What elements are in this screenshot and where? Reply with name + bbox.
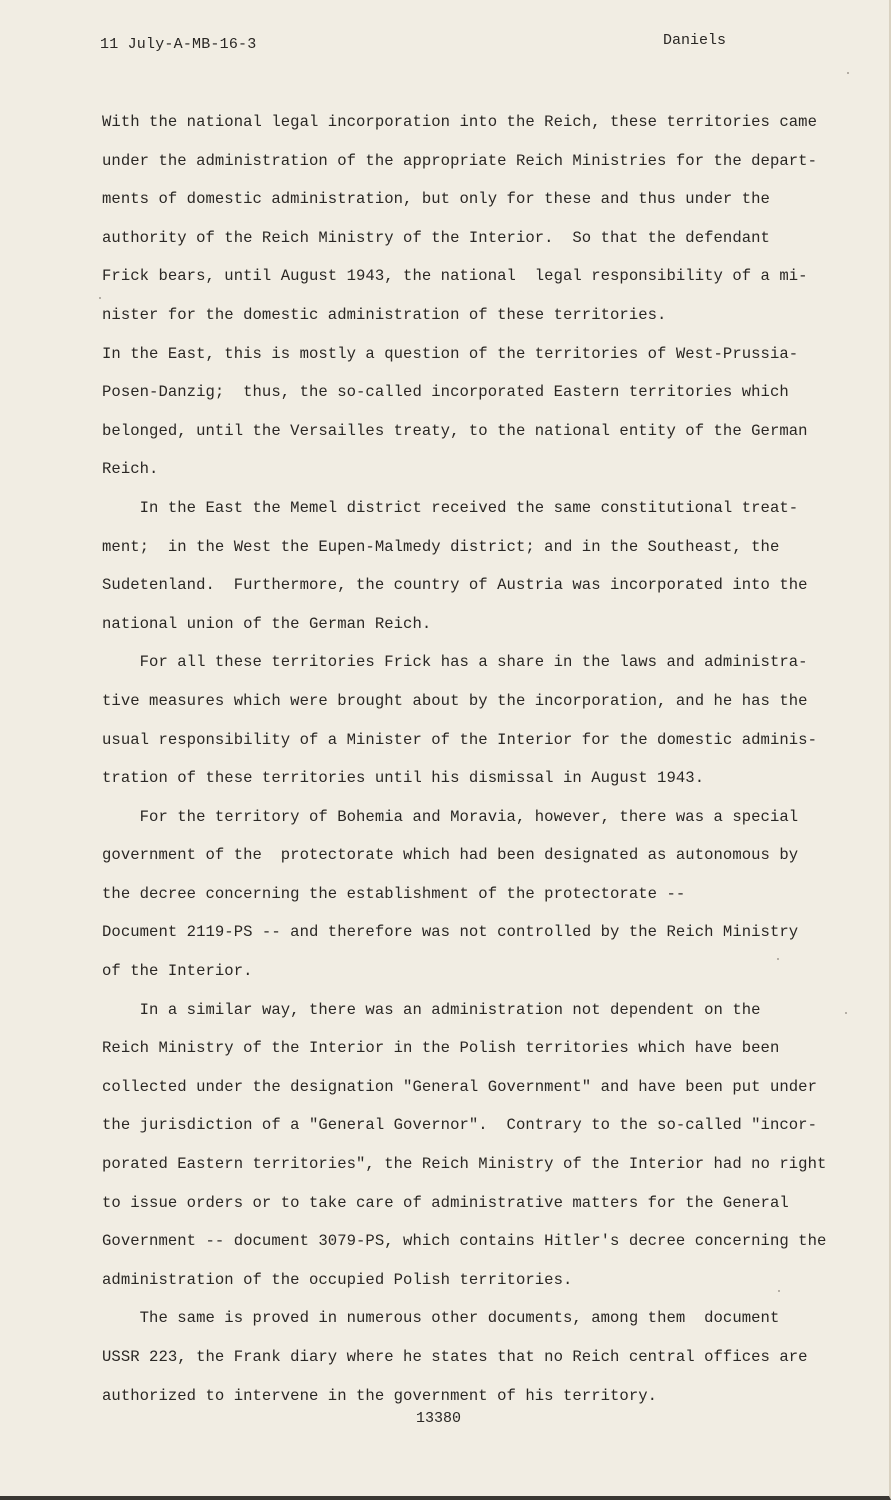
transcript-body [102, 103, 852, 1415]
paper-speck [847, 72, 849, 74]
reporter-name: Daniels [663, 32, 727, 49]
paper-speck [778, 1290, 780, 1292]
paper-speck [777, 958, 779, 960]
paragraph-6: In a similar way, there was an administration not dependent on the Reich Ministry of the Interior in the Polish territories which have been collected under the designation "General Government" and have been put under the jurisdiction of a "General Governor". Contrary to the so-called "incor- porated Eastern territories", the Reich Ministry of the Interior had no right to issue orders or to take care of administrative matters for the General Government -- document 3079-PS, which contains Hitler's decree concerning the administration of the occupied Polish territories. [102, 1000, 827, 1289]
paragraph-2: In the East, this is mostly a question of the territories of West-Prussia- Posen-Danzig; thus, the so-called incorporated Eastern territories which belonged, until the Versailles treaty, to the national entity of the German Reich. [102, 344, 808, 479]
document-reference: 11 July-A-MB-16-3 [100, 36, 257, 53]
paragraph-3: In the East the Memel district received the same constitutional treat- ment; in the West the Eupen-Malmedy district; and in the Southeast, the Sudetenland. Furthermore, the country of Austria was incorporated into the national union of the German Reich. [102, 498, 808, 633]
paragraph-5: For the territory of Bohemia and Moravia, however, there was a special government of the protectorate which had been designated as autonomous by the decree concerning the establishment of the protectorate -- Document 2119-PS -- and therefore was not controlled by the Reich Ministry of the Interior. [102, 807, 799, 981]
paragraph-4: For all these territories Frick has a share in the laws and administra- tive measures which were brought about by the incorporation, and he has the usual responsibility of a Minister of the Interior for the domestic adminis- tration of these territories until his dismissal in August 1943. [102, 653, 817, 788]
page-number: 13380 [416, 1410, 462, 1427]
paper-speck [99, 297, 101, 299]
paragraph-7: The same is proved in numerous other documents, among them document USSR 223, the Frank diary where he states that no Reich central offices are authorized to intervene in the government of his territory. [102, 1309, 808, 1405]
paper-speck [845, 1012, 847, 1014]
paragraph-1: With the national legal incorporation into the Reich, these territories came under the administration of the appropriate Reich Ministries for the depart- ments of domestic administration, but only for these and thus under the authority of the Reich Ministry of the Interior. So that the defendant Frick bears, until August 1943, the national legal responsibility of a mi- nister for the domestic administration of these territories. [102, 113, 817, 324]
